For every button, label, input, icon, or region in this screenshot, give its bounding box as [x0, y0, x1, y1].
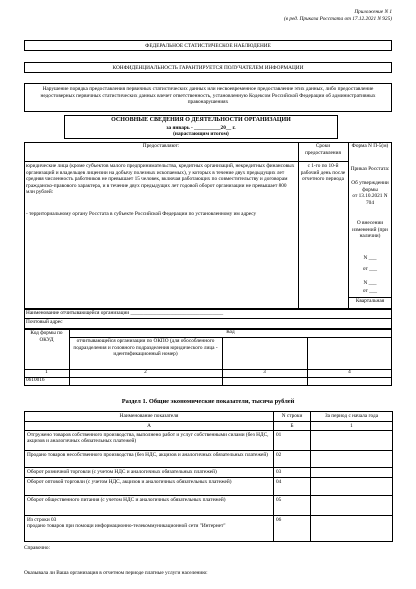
form-number-header: Форма N П-5(м) — [351, 143, 389, 149]
table-row — [25, 431, 393, 451]
table-row — [25, 468, 393, 478]
row-number: 01 — [274, 431, 311, 451]
value-cell[interactable] — [311, 516, 393, 542]
order-number-2: N ___ — [363, 280, 377, 286]
submitters-description: юридические лица (кроме субъектов малого предпринимательства, кредитных организаций, некредитных финансовых организаций и владельцев лицензии на добычу полезных ископаемых), у которых в течение двух предыдущих лет средняя численность работников не превышает 15 человек, включая работающих по совместительству и договорам гражданско-правового характера, и в течение двух предыдущих лет годовой оборот организации не превышает 800 млн рублей: — [26, 163, 295, 196]
order-date-2: от ___ — [362, 288, 378, 294]
table-row — [25, 496, 393, 516]
row-number: 05 — [274, 496, 311, 516]
approval-label: Об утверждении формы — [351, 180, 389, 193]
value-cell[interactable] — [311, 431, 393, 451]
order-label: Приказ Росстата: — [350, 166, 390, 172]
section1-title: Раздел 1. Общие экономические показатели, тысяча рублей — [121, 398, 295, 405]
table-row — [25, 516, 393, 542]
column-number-1: 1 — [45, 369, 48, 375]
row-number: 06 — [274, 516, 311, 542]
indicator-name: Отгружено товаров собственного производства, выполнено работ и услуг собственными силами (без НДС, акцизов и аналогичных обязательных платежей) — [25, 431, 274, 451]
appendix-label: Приложение N 1 — [354, 9, 392, 15]
table-row — [25, 478, 393, 496]
period-header: За период с начала года — [311, 412, 393, 422]
table-letters-row — [25, 422, 393, 431]
table-header-row — [25, 412, 393, 422]
indicator-name: Из строки 03 продано товаров при помощи информационно-телекоммуникационной сети "Интернет" — [25, 516, 274, 542]
okud-code-label: Код формы по ОКУД — [30, 330, 63, 343]
amendments-label: О внесении изменений (при наличии) — [352, 220, 388, 240]
submitters-destination: - территориальному органу Росстата в субъекте Российской Федерации по установленному им адресу — [26, 211, 257, 217]
form-title: ОСНОВНЫЕ СВЕДЕНИЯ О ДЕЯТЕЛЬНОСТИ ОРГАНИЗАЦИИ — [111, 117, 291, 123]
paid-services-question: Оказывала ли Ваша организация в отчетном периоде платные услуги населению: — [24, 570, 208, 576]
column-number-2: 2 — [144, 369, 147, 375]
form-period: за январь - __________20__ г. — [166, 124, 236, 131]
code-header: Код — [226, 329, 235, 335]
value-cell[interactable] — [311, 451, 393, 468]
column-number-4: 4 — [348, 369, 351, 375]
federal-banner: ФЕДЕРАЛЬНОЕ СТАТИСТИЧЕСКОЕ НАБЛЮДЕНИЕ — [24, 40, 392, 51]
row-number-header: N строки — [274, 412, 311, 422]
deadline-header: Сроки предоставления — [305, 143, 341, 156]
confidentiality-banner: КОНФИДЕНЦИАЛЬНОСТЬ ГАРАНТИРУЕТСЯ ПОЛУЧАТЕЛЕМ ИНФОРМАЦИИ — [24, 62, 392, 73]
indicators-table — [24, 411, 393, 542]
form-title-box — [64, 115, 338, 139]
approval-date: от 13.10.2021 N 704 — [352, 193, 388, 206]
violation-notice: Нарушение порядка предоставления первичных статистических данных или несвоевременное предоставление этих данных, либо предоставление недостоверных первичных статистических данных влечет ответственность, установленную Кодексом Российской Федерации об административных правонарушениях — [24, 83, 392, 112]
edition-label: (в ред. Приказа Росстата от 17.12.2021 N 925) — [283, 16, 392, 22]
postal-address-label: Почтовый адрес — [26, 319, 63, 325]
order-date-1: от ___ — [362, 266, 378, 272]
letter-b: Б — [274, 422, 311, 431]
indicator-name: Оборот оптовой торговли (с учетом НДС, акцизов и аналогичных обязательных платежей) — [25, 478, 274, 496]
indicator-name: Оборот общественного питания (с учетом НДС и аналогичных обязательных платежей) — [25, 496, 274, 516]
okpo-description: отчитывающейся организации по ОКПО (для обособленного подразделения и головного подразделения юридического лица - идентификационный номер) — [73, 338, 218, 358]
row-number: 02 — [274, 451, 311, 468]
column-number-3: 3 — [263, 369, 266, 375]
indicator-name: Оборот розничной торговли (с учетом НДС и аналогичных обязательных платежей) — [25, 468, 274, 478]
indicator-name: Продано товаров несобственного производства (без НДС, акцизов и аналогичных обязательных платежей) — [25, 451, 274, 468]
submitters-header: Предоставляют: — [142, 143, 180, 149]
value-cell[interactable] — [311, 468, 393, 478]
order-number-1: N ___ — [363, 255, 377, 261]
okud-code-value: 0610016 — [26, 377, 45, 383]
period-type: Квартальная — [355, 298, 385, 304]
row-number: 04 — [274, 478, 311, 496]
value-cell[interactable] — [311, 496, 393, 516]
letter-1: 1 — [311, 422, 393, 431]
row-number: 03 — [274, 468, 311, 478]
value-cell[interactable] — [311, 478, 393, 496]
form-cumulative: (нарастающим итогом) — [173, 131, 229, 138]
letter-a: А — [25, 422, 274, 431]
indicator-name-header: Наименование показателя — [25, 412, 274, 422]
org-name-label: Наименование отчитывающейся организации ___________________________________ — [26, 310, 224, 316]
table-row — [25, 451, 393, 468]
reference-label: Справочно: — [24, 545, 50, 551]
deadline-value: с 1-го по 10-й рабочий день после отчетного периода — [300, 163, 346, 183]
